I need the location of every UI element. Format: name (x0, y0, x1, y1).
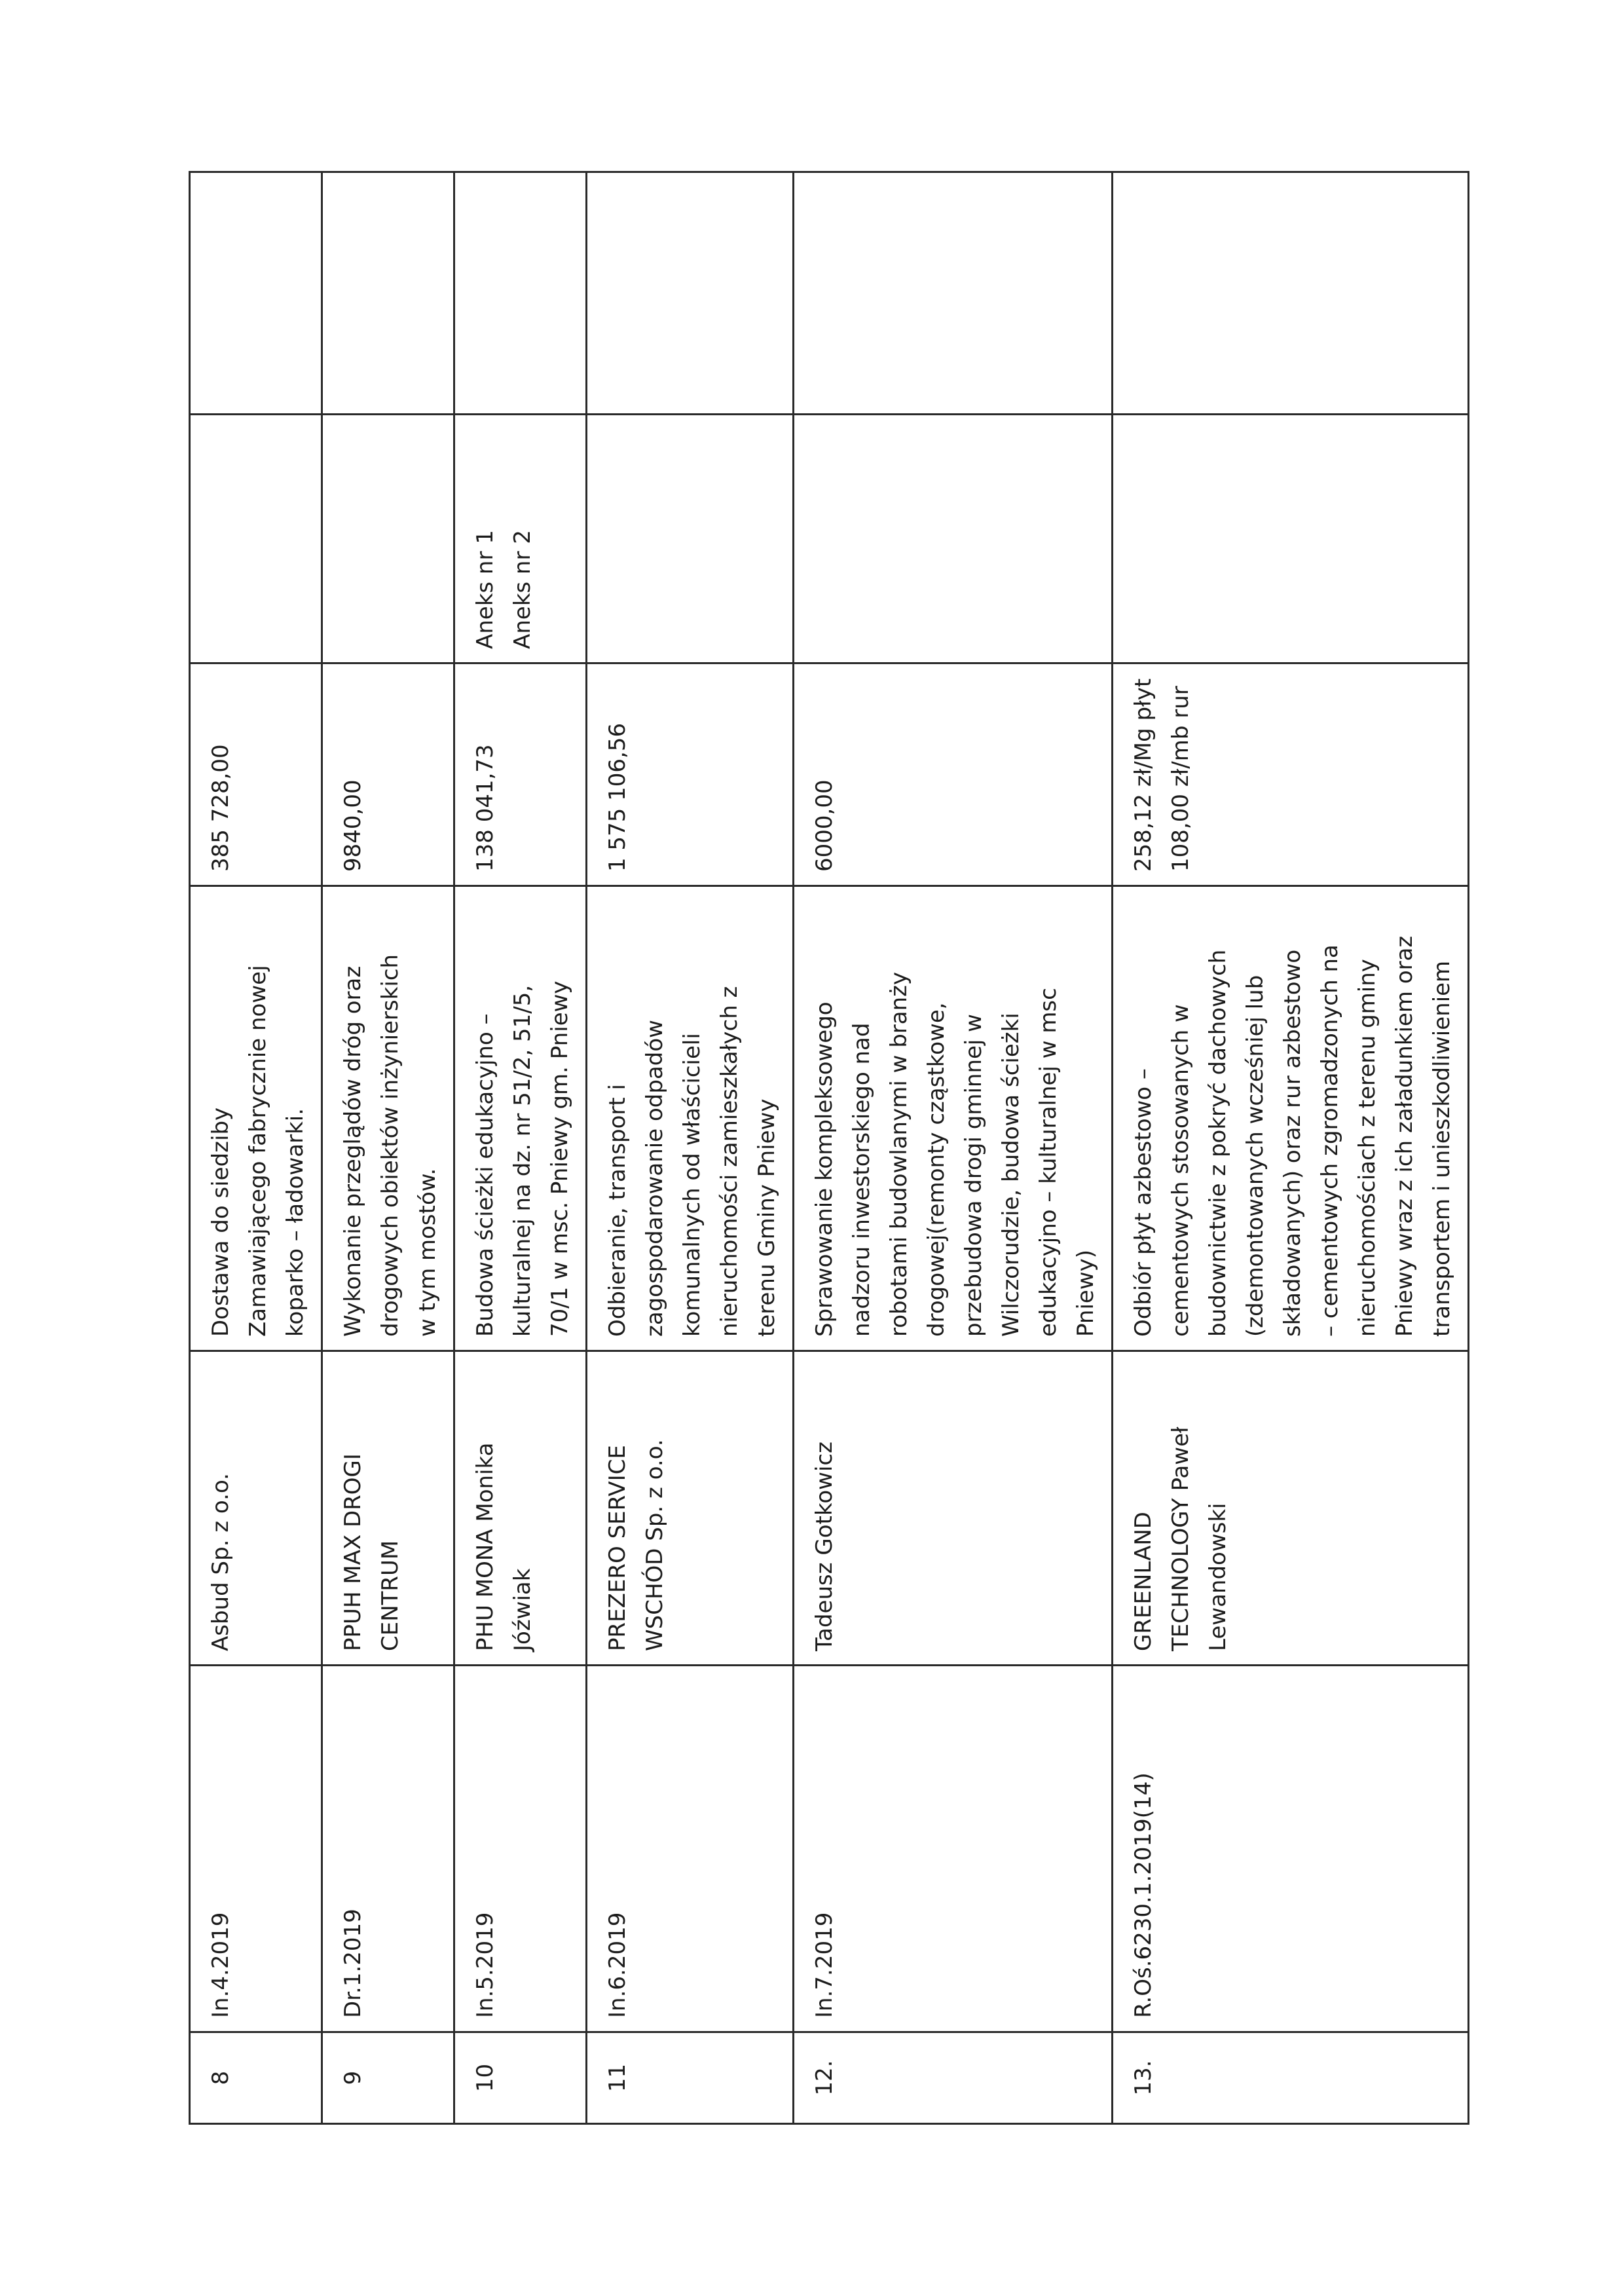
cell-value (1113, 663, 1469, 886)
contract-value: 385 728,00 (208, 744, 234, 872)
contract-sign: Dr.1.2019 (340, 1909, 366, 2018)
cell-sign (1113, 1666, 1469, 2032)
contractor-name: Asbud Sp. z o.o. (208, 1473, 234, 1651)
contract-sign: In.5.2019 (472, 1912, 498, 2018)
cell-sign (454, 1666, 587, 2032)
contractor-name: PREZERO SERVICE WSCHÓD Sp. z o.o. (604, 1439, 668, 1651)
table-row (322, 172, 454, 2124)
cell-subject (190, 886, 322, 1351)
cell-subject (794, 886, 1113, 1351)
cell-annex (190, 415, 322, 663)
contractor-name: GREENLAND TECHNOLOGY Paweł Lewandowski (1130, 1427, 1231, 1651)
contract-subject: Dostawa do siedziby Zamawiającego fabrycznie nowej koparko – ładowarki. (208, 965, 308, 1337)
table-row (190, 172, 322, 2124)
cell-contractor (322, 1351, 454, 1666)
row-number: 13. (1130, 2060, 1156, 2096)
cell-annex (322, 415, 454, 663)
table-row (1113, 172, 1469, 2124)
table-row (794, 172, 1113, 2124)
cell-no (454, 2032, 587, 2124)
contractor-name: PPUH MAX DROGI CENTRUM (340, 1453, 403, 1651)
contract-sign: In.4.2019 (208, 1912, 234, 2018)
annex-list: Aneks nr 1 Aneks nr 2 (472, 530, 536, 649)
cell-subject (322, 886, 454, 1351)
row-number: 12. (811, 2060, 838, 2096)
cell-notes (454, 172, 587, 415)
cell-subject (454, 886, 587, 1351)
contract-sign: R.Oś.6230.1.2019(14) (1130, 1772, 1156, 2018)
cell-subject (1113, 886, 1469, 1351)
contract-value: 138 041,73 (472, 744, 498, 872)
cell-annex (1113, 415, 1469, 663)
cell-contractor (794, 1351, 1113, 1666)
row-number: 11 (604, 2063, 631, 2093)
cell-notes (587, 172, 794, 415)
contract-subject: Budowa ścieżki edukacyjno – kulturalnej na dz. nr 51/2, 51/5, 70/1 w msc. Pniewy gm. Pniewy (472, 980, 573, 1337)
contract-value: 1 575 106,56 (604, 722, 631, 872)
contract-subject: Sprawowanie kompleksowego nadzoru inwestorskiego nad robotami budowlanymi w branży drogowej(remonty cząstkowe, przebudowa drogi gminnej w Wilczorudzie, budowa ścieżki edukacyjno – kulturalnej w msc Pniewy) (811, 971, 1099, 1337)
row-number: 8 (208, 2070, 234, 2085)
row-number: 10 (472, 2063, 498, 2093)
table-row (454, 172, 587, 2124)
cell-notes (1113, 172, 1469, 415)
contract-subject: Wykonanie przeglądów dróg oraz drogowych obiektów inżynierskich w tym mostów. (340, 954, 441, 1337)
cell-sign (587, 1666, 794, 2032)
cell-value (190, 663, 322, 886)
rotated-table-wrapper (189, 173, 1455, 2125)
cell-contractor (587, 1351, 794, 1666)
cell-no (587, 2032, 794, 2124)
table-row (587, 172, 794, 2124)
cell-value (794, 663, 1113, 886)
contracts-table (189, 171, 1469, 2125)
cell-no (190, 2032, 322, 2124)
cell-annex (794, 415, 1113, 663)
cell-subject (587, 886, 794, 1351)
row-number: 9 (340, 2070, 366, 2085)
cell-notes (190, 172, 322, 415)
cell-no (1113, 2032, 1469, 2124)
cell-value (587, 663, 794, 886)
contract-subject: Odbiór płyt azbestowo – cementowych stosowanych w budownictwie z pokryć dachowych (zdemontowanych wcześniej lub składowanych) oraz rur azbestowo – cementowych zgromadzonych na nieruchomościach z terenu gminy Pniewy wraz z ich załadunkiem oraz transportem i unieszkodliwieniem (1130, 935, 1455, 1337)
cell-no (794, 2032, 1113, 2124)
cell-contractor (454, 1351, 587, 1666)
cell-sign (794, 1666, 1113, 2032)
cell-contractor (190, 1351, 322, 1666)
contract-value: 258,12 zł/Mg płyt 108,00 zł/mb rur (1130, 678, 1194, 872)
cell-sign (190, 1666, 322, 2032)
contract-sign: In.6.2019 (604, 1912, 631, 2018)
cell-value (322, 663, 454, 886)
cell-notes (322, 172, 454, 415)
contract-subject: Odbieranie, transport i zagospodarowanie odpadów komunalnych od właścicieli nieruchomości zamieszkałych z terenu Gminy Pniewy (604, 986, 780, 1337)
cell-annex (587, 415, 794, 663)
contractor-name: Tadeusz Gotkowicz (811, 1442, 838, 1651)
cell-no (322, 2032, 454, 2124)
cell-value (454, 663, 587, 886)
cell-contractor (1113, 1351, 1469, 1666)
contract-value: 6000,00 (811, 779, 838, 872)
cell-notes (794, 172, 1113, 415)
cell-sign (322, 1666, 454, 2032)
contract-value: 9840,00 (340, 779, 366, 872)
cell-annex (454, 415, 587, 663)
contractor-name: PHU MONA Monika Jóźwiak (472, 1442, 536, 1651)
contract-sign: In.7.2019 (811, 1912, 838, 2018)
